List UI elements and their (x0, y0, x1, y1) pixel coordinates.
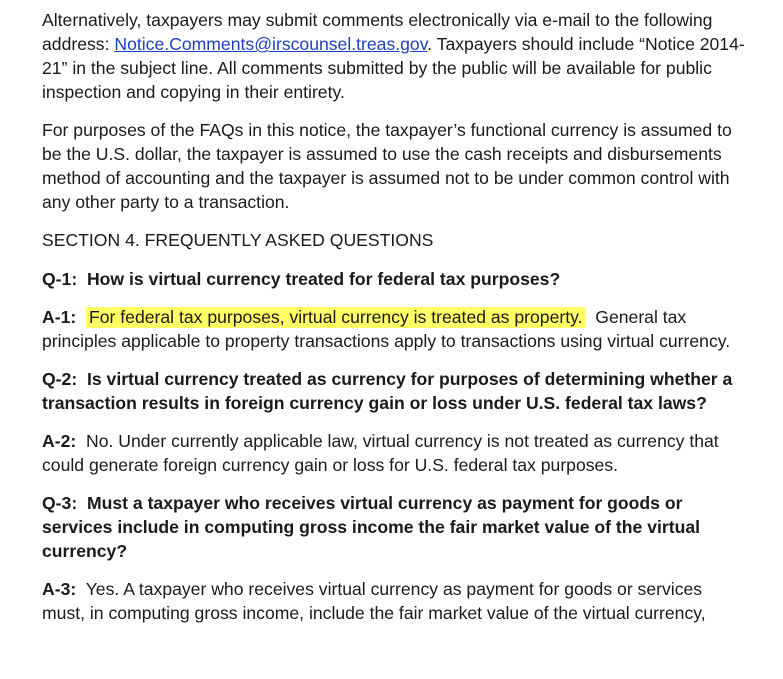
question-1 (42, 267, 747, 291)
document-page (42, 8, 747, 639)
question-2 (42, 367, 747, 415)
answer-1-text: General tax principles applicable to property transactions apply to transactions using virtual currency. (42, 307, 731, 351)
question-1-text: How is virtual currency treated for federal tax purposes? (86, 269, 561, 289)
comments-text-end: . Taxpayers should include “Notice 2014-21” in the subject line. All comments submitted by the public will be available for public inspection and copying in their entirety. (42, 34, 745, 102)
answer-1 (42, 305, 747, 353)
answer-3-label: A-3: (42, 579, 77, 599)
question-3-label: Q-3: (42, 493, 78, 513)
question-3 (42, 491, 747, 563)
comments-text-start: Alternatively, taxpayers may submit comments electronically via e-mail to the following address: (42, 10, 713, 54)
answer-3 (42, 577, 747, 625)
assumptions-paragraph: For purposes of the FAQs in this notice, the taxpayer’s functional currency is assumed to be the U.S. dollar, the taxpayer is assumed to use the cash receipts and disbursements method of accounting and the taxpayer is assumed not to be under common control with any other party to a transaction. (42, 120, 732, 212)
answer-2-label: A-2: (42, 431, 77, 451)
comments-paragraph (42, 8, 747, 104)
question-3-text: Must a taxpayer who receives virtual currency as payment for goods or services include in computing gross income the fair market value of the virtual currency? (42, 493, 700, 561)
answer-1-label: A-1: (42, 307, 77, 327)
section-heading: SECTION 4. FREQUENTLY ASKED QUESTIONS (42, 230, 434, 250)
answer-2-text: No. Under currently applicable law, virtual currency is not treated as currency that could generate foreign currency gain or loss for U.S. federal tax purposes. (42, 431, 719, 475)
question-2-label: Q-2: (42, 369, 78, 389)
email-link[interactable]: Notice.Comments@irscounsel.treas.gov (114, 34, 428, 54)
answer-3-text: Yes. A taxpayer who receives virtual currency as payment for goods or services must, in computing gross income, include the fair market value of the virtual currency, (42, 579, 706, 623)
answer-2 (42, 429, 747, 477)
question-2-text: Is virtual currency treated as currency for purposes of determining whether a transaction results in foreign currency gain or loss under U.S. federal tax laws? (42, 369, 733, 413)
question-1-label: Q-1: (42, 269, 78, 289)
answer-1-highlight: For federal tax purposes, virtual currency is treated as property. (86, 307, 586, 328)
